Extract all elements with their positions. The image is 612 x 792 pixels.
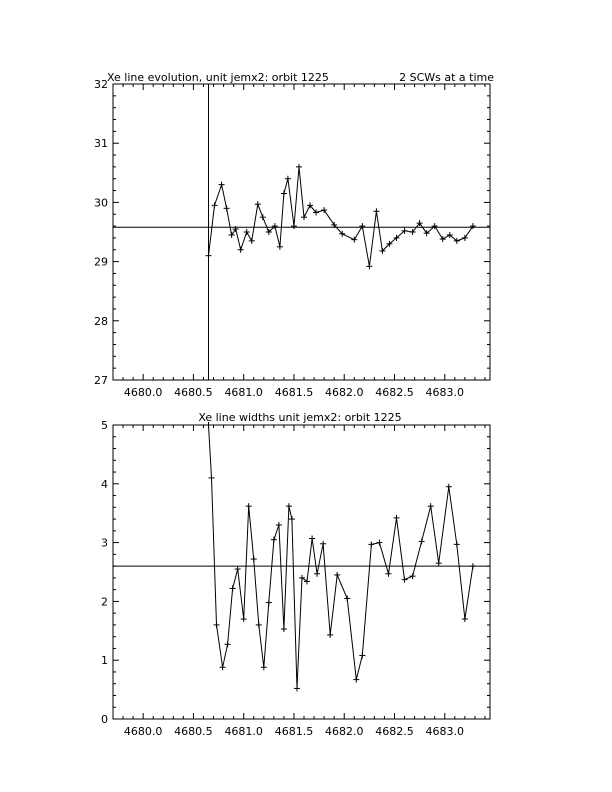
bottom-y-tick-label: 5 (101, 419, 108, 432)
top-data-point (351, 237, 357, 243)
bottom-data-point (309, 535, 315, 541)
bottom-data-point (241, 616, 247, 622)
top-data-point (285, 176, 291, 182)
top-x-tick-label: 4680.5 (174, 386, 213, 399)
bottom-data-point (462, 616, 468, 622)
bottom-data-point (266, 600, 272, 606)
top-data-point (366, 263, 372, 269)
bottom-data-point (320, 541, 326, 547)
bottom-data-point (289, 516, 295, 522)
top-plot-title: Xe line evolution, unit jemx2: orbit 1225 (107, 71, 329, 84)
bottom-data-point (251, 556, 257, 562)
bottom-x-tick-label: 4682.0 (324, 725, 364, 738)
top-data-point (255, 201, 261, 207)
top-data-point (291, 223, 297, 229)
bottom-data-point (359, 652, 365, 658)
top-data-point (229, 232, 235, 238)
bottom-data-point (286, 503, 292, 509)
bottom-y-tick-label: 3 (101, 536, 108, 550)
top-series-line (209, 167, 473, 266)
top-data-point (206, 253, 212, 259)
top-y-tick-label: 28 (94, 314, 108, 328)
bottom-data-point (353, 677, 359, 683)
bottom-data-point (304, 578, 310, 584)
top-data-point (219, 182, 225, 188)
bottom-data-point (214, 622, 220, 628)
bottom-data-point (454, 541, 460, 547)
bottom-y-tick-label: 4 (101, 477, 108, 491)
top-y-tick-label: 27 (94, 374, 108, 387)
top-data-point (224, 205, 230, 211)
top-y-tick-label: 31 (94, 137, 108, 151)
top-y-tick-label: 30 (94, 196, 108, 210)
top-data-point (212, 202, 218, 208)
bottom-data-point (271, 537, 277, 543)
top-x-tick-label: 4682.5 (375, 386, 414, 399)
bottom-data-point (314, 571, 320, 577)
top-y-tick-label: 29 (94, 255, 108, 269)
bottom-data-point (436, 560, 442, 566)
bottom-x-tick-label: 4681.0 (224, 725, 263, 738)
top-x-tick-label: 4681.0 (224, 386, 263, 399)
bottom-x-tick-label: 4680.5 (174, 725, 213, 738)
bottom-data-point (327, 632, 333, 638)
bottom-data-point (294, 685, 300, 691)
top-data-point (277, 244, 283, 250)
top-data-point (281, 191, 287, 197)
bottom-data-point (256, 622, 262, 628)
top-data-point (440, 236, 446, 242)
bottom-data-point (230, 585, 236, 591)
bottom-plot-frame (113, 425, 490, 719)
top-plot-panel (94, 71, 494, 399)
top-data-point (373, 208, 379, 214)
bottom-data-point (281, 626, 287, 632)
top-plot-annotation: 2 SCWs at a time (399, 71, 494, 84)
bottom-data-point (225, 641, 231, 647)
bottom-x-tick-label: 4681.5 (274, 725, 314, 738)
top-data-point (249, 238, 255, 244)
bottom-y-tick-label: 0 (101, 713, 108, 726)
bottom-data-point (209, 475, 215, 481)
top-x-tick-label: 4680.0 (123, 386, 163, 399)
top-data-point (260, 214, 266, 220)
top-data-point (359, 223, 365, 229)
top-data-point (470, 223, 476, 229)
bottom-data-point (419, 538, 425, 544)
bottom-y-tick-label: 2 (101, 595, 108, 609)
bottom-data-point (276, 522, 282, 528)
bottom-series-line (209, 425, 473, 688)
bottom-y-tick-label: 1 (101, 654, 108, 668)
top-data-point (244, 229, 250, 235)
bottom-data-point (220, 664, 226, 670)
bottom-data-point (428, 503, 434, 509)
bottom-plot-title: Xe line widths unit jemx2: orbit 1225 (198, 411, 402, 424)
bottom-x-tick-label: 4683.0 (425, 725, 465, 738)
bottom-x-tick-label: 4682.5 (375, 725, 414, 738)
bottom-data-point (394, 515, 400, 521)
bottom-data-point (402, 577, 408, 583)
bottom-data-point (235, 566, 241, 572)
bottom-data-point (376, 540, 382, 546)
bottom-data-point (246, 503, 252, 509)
top-data-point (238, 247, 244, 253)
bottom-data-point (344, 595, 350, 601)
bottom-data-point (385, 571, 391, 577)
top-x-tick-label: 4682.0 (324, 386, 364, 399)
top-x-tick-label: 4681.5 (274, 386, 314, 399)
top-y-tick-label: 32 (94, 78, 108, 91)
top-x-tick-label: 4683.0 (425, 386, 465, 399)
top-data-point (462, 235, 468, 241)
bottom-data-point (410, 573, 416, 579)
bottom-data-point (446, 484, 452, 490)
bottom-data-point (368, 541, 374, 547)
bottom-x-tick-label: 4680.0 (123, 725, 163, 738)
top-data-point (321, 207, 327, 213)
bottom-data-point (334, 572, 340, 578)
top-data-point (296, 164, 302, 170)
top-plot-frame (113, 84, 490, 380)
bottom-data-point (470, 563, 476, 569)
bottom-plot-panel (101, 411, 490, 738)
top-data-point (301, 214, 307, 220)
bottom-data-point (261, 664, 267, 670)
